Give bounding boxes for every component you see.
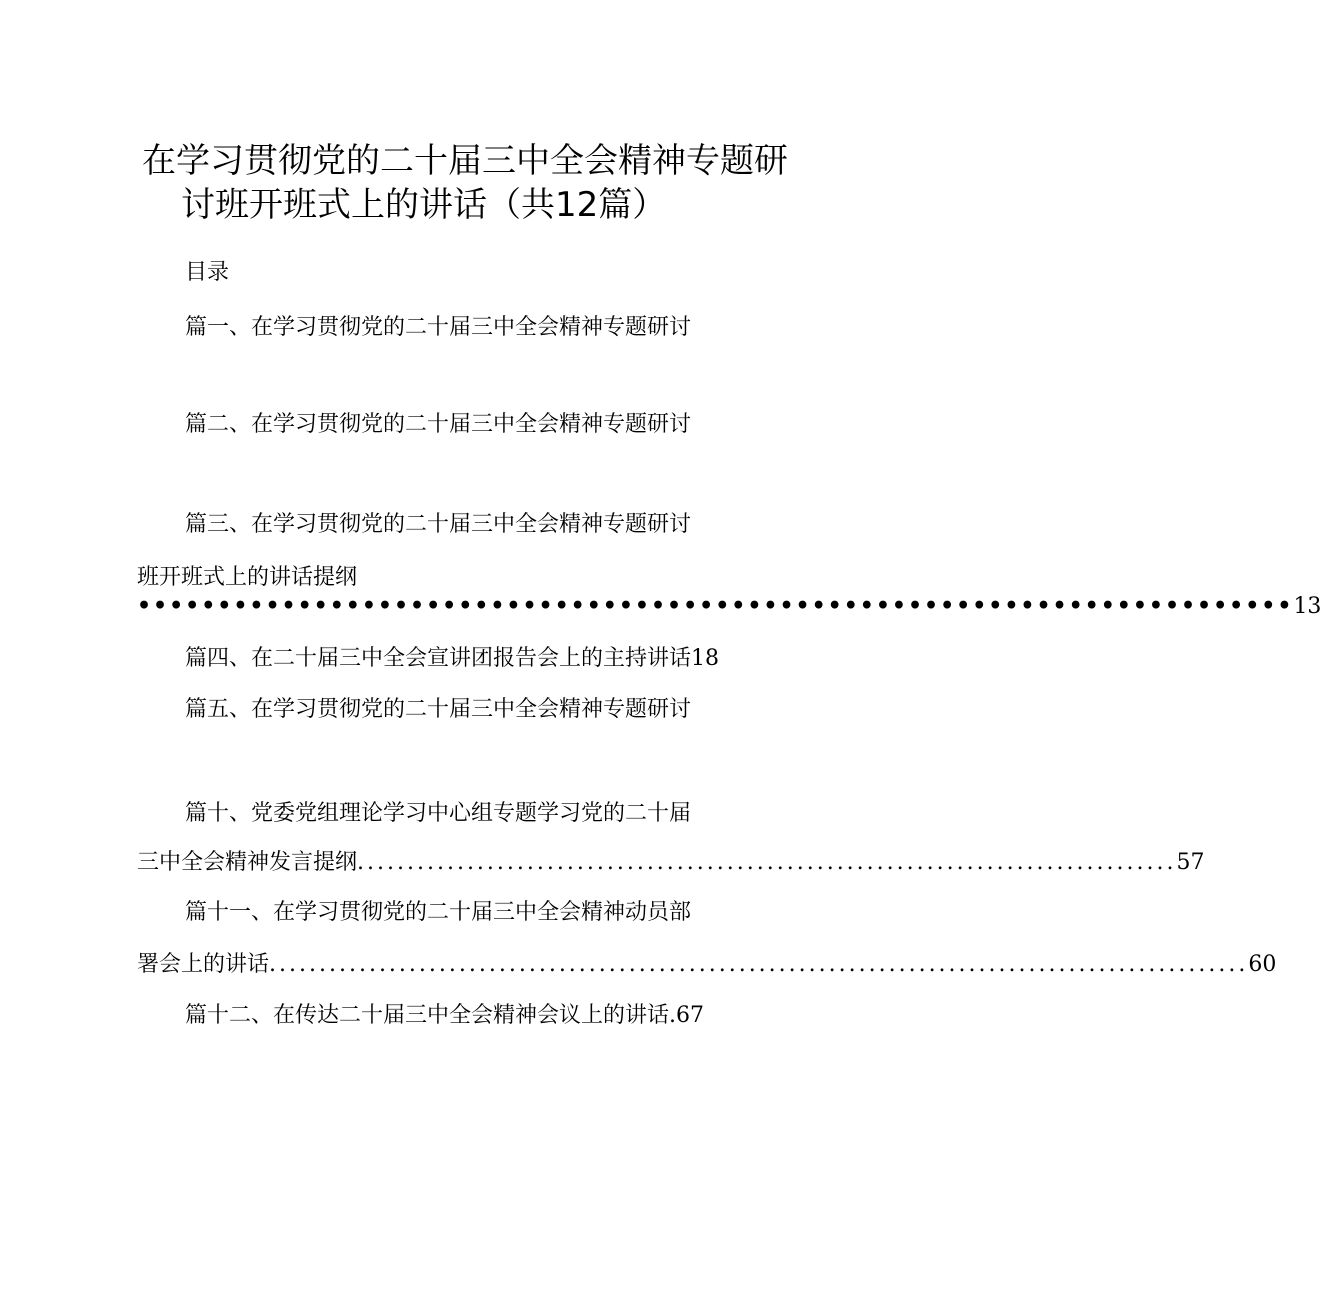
toc-entry-3-page[interactable]: 13 — [1293, 594, 1321, 619]
toc-entry-5[interactable]: 篇五、在学习贯彻党的二十届三中全会精神专题研讨 — [185, 697, 692, 722]
dot-leader: .................................................................................................. — [269, 952, 1249, 977]
toc-entry-10[interactable]: 篇十、党委党组理论学习中心组专题学习党的二十届 — [185, 801, 692, 826]
toc-entry-10-continuation: 三中全会精神发言提纲 — [137, 850, 358, 875]
toc-entry-3[interactable]: 篇三、在学习贯彻党的二十届三中全会精神专题研讨 — [185, 512, 692, 537]
document-title-line-2: 讨班开班式上的讲话（共12篇） — [181, 185, 667, 225]
toc-entry-2[interactable]: 篇二、在学习贯彻党的二十届三中全会精神专题研讨 — [185, 412, 692, 437]
toc-entry-3-continuation[interactable]: 班开班式上的讲话提纲 — [137, 565, 358, 590]
toc-entry-11-continuation-row[interactable] — [137, 950, 1277, 980]
toc-entry-10-page: 57 — [1176, 850, 1205, 875]
toc-entry-11[interactable]: 篇十一、在学习贯彻党的二十届三中全会精神动员部 — [185, 900, 692, 925]
dot-leader: •••••••••••••••••••••••••••••••••••••••••••••••••••••••••••••••••••••••• — [137, 593, 1294, 619]
toc-label: 目录 — [185, 260, 230, 285]
toc-entry-11-page: 60 — [1248, 952, 1277, 977]
toc-entry-1[interactable]: 篇一、在学习贯彻党的二十届三中全会精神专题研讨 — [185, 315, 692, 340]
document-title-line-1: 在学习贯彻党的二十届三中全会精神专题研 — [142, 141, 788, 181]
toc-entry-3-leader — [137, 591, 1321, 622]
toc-entry-11-continuation: 署会上的讲话 — [137, 952, 270, 977]
toc-entry-12[interactable]: 篇十二、在传达二十届三中全会精神会议上的讲话.67 — [185, 1003, 704, 1028]
toc-entry-4[interactable]: 篇四、在二十届三中全会宣讲团报告会上的主持讲话18 — [185, 646, 719, 671]
dot-leader: .................................................................................. — [357, 850, 1177, 875]
toc-entry-10-continuation-row[interactable] — [137, 848, 1205, 878]
